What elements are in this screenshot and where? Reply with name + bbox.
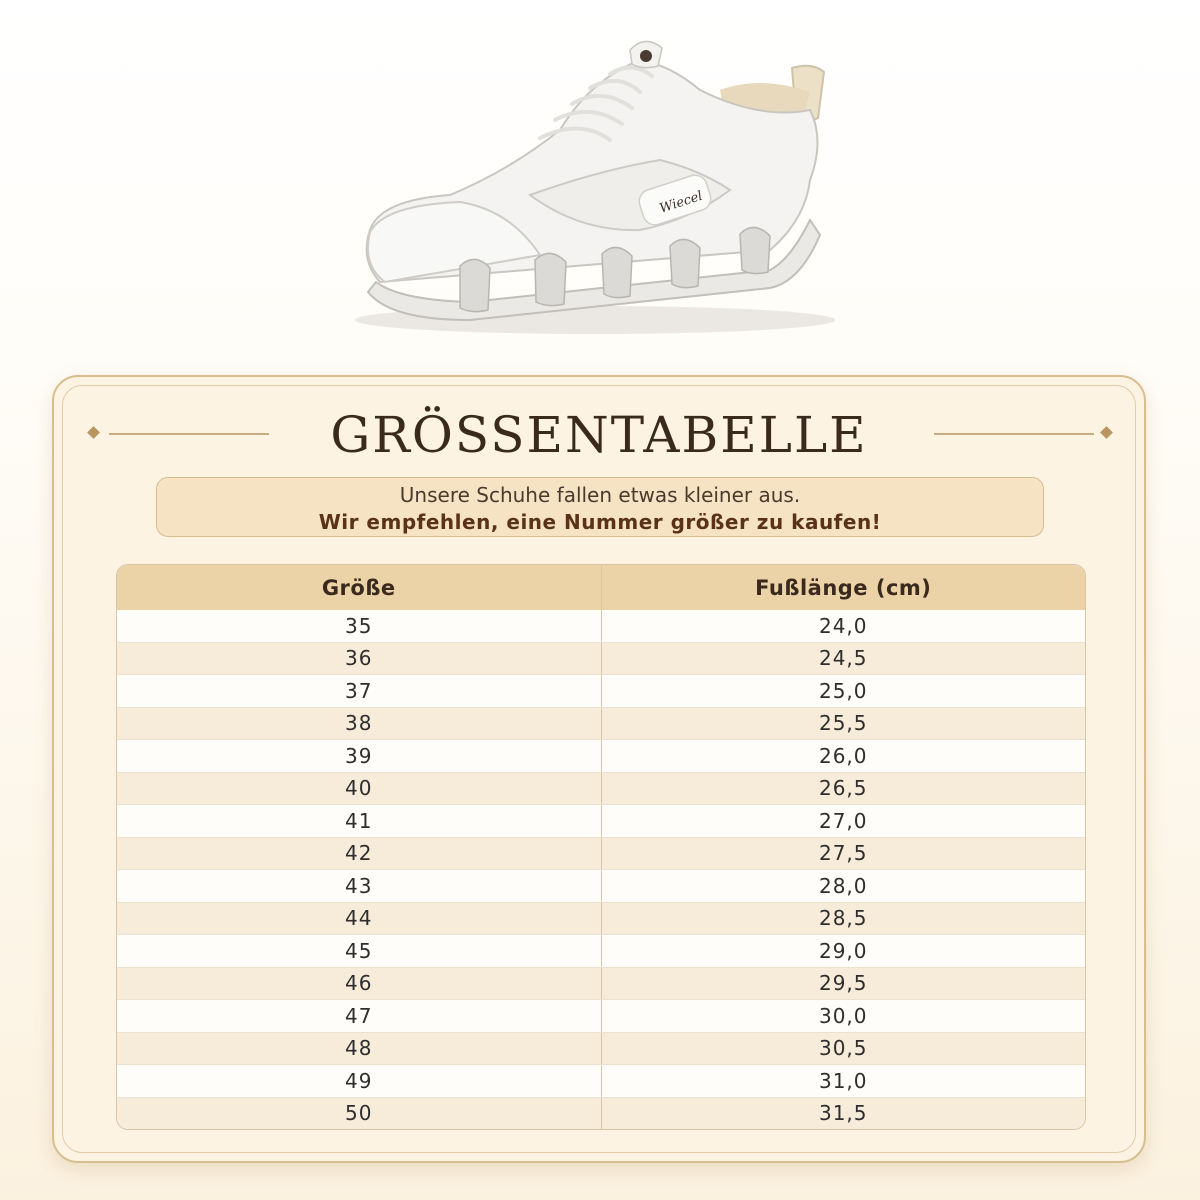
foot-length-cell: 30,0 (601, 1000, 1085, 1033)
fit-notice-text: Unsere Schuhe fallen etwas kleiner aus. (399, 483, 801, 507)
fit-recommendation: Wir empfehlen, eine Nummer größer zu kaufen! (318, 510, 882, 534)
size-chart-title: GRÖSSENTABELLE (330, 406, 868, 464)
foot-length-cell: 27,0 (601, 805, 1085, 838)
foot-length-cell: 26,5 (601, 772, 1085, 805)
size-cell: 37 (117, 675, 601, 708)
table-row (117, 870, 1085, 903)
size-cell: 39 (117, 740, 601, 773)
table-row (117, 772, 1085, 805)
table-row (117, 805, 1085, 838)
foot-length-cell: 26,0 (601, 740, 1085, 773)
shoe-illustration (340, 20, 860, 350)
table-row (117, 1000, 1085, 1033)
size-chart-card (52, 375, 1146, 1163)
size-cell: 42 (117, 837, 601, 870)
table-row (117, 707, 1085, 740)
table-row (117, 740, 1085, 773)
foot-length-cell: 28,0 (601, 870, 1085, 903)
size-cell: 44 (117, 902, 601, 935)
fit-notice (156, 477, 1044, 537)
svg-text:Wiecel: Wiecel (657, 188, 705, 217)
title-divider-right (934, 433, 1094, 435)
size-cell: 36 (117, 642, 601, 675)
size-cell: 40 (117, 772, 601, 805)
size-cell: 50 (117, 1097, 601, 1129)
table-row (117, 1065, 1085, 1098)
column-header-size: Größe (117, 565, 601, 610)
table-row (117, 610, 1085, 642)
foot-length-cell: 28,5 (601, 902, 1085, 935)
foot-length-cell: 27,5 (601, 837, 1085, 870)
foot-length-cell: 29,0 (601, 935, 1085, 968)
size-cell: 35 (117, 610, 601, 642)
table-row (117, 675, 1085, 708)
product-image (340, 20, 860, 350)
size-cell: 43 (117, 870, 601, 903)
table-row (117, 1032, 1085, 1065)
table-header-row (117, 565, 1085, 610)
size-cell: 46 (117, 967, 601, 1000)
table-body (117, 610, 1085, 1129)
table-row (117, 902, 1085, 935)
foot-length-cell: 31,5 (601, 1097, 1085, 1129)
size-cell: 48 (117, 1032, 601, 1065)
table-row (117, 1097, 1085, 1129)
foot-length-cell: 24,5 (601, 642, 1085, 675)
foot-length-cell: 30,5 (601, 1032, 1085, 1065)
table-row (117, 935, 1085, 968)
table-row (117, 642, 1085, 675)
foot-length-cell: 25,0 (601, 675, 1085, 708)
size-cell: 45 (117, 935, 601, 968)
foot-length-cell: 25,5 (601, 707, 1085, 740)
table-row (117, 967, 1085, 1000)
column-header-foot-length: Fußlänge (cm) (601, 565, 1085, 610)
size-table (116, 564, 1086, 1130)
size-cell: 49 (117, 1065, 601, 1098)
size-cell: 41 (117, 805, 601, 838)
foot-length-cell: 31,0 (601, 1065, 1085, 1098)
foot-length-cell: 24,0 (601, 610, 1085, 642)
size-cell: 47 (117, 1000, 601, 1033)
foot-length-cell: 29,5 (601, 967, 1085, 1000)
size-cell: 38 (117, 707, 601, 740)
table-row (117, 837, 1085, 870)
